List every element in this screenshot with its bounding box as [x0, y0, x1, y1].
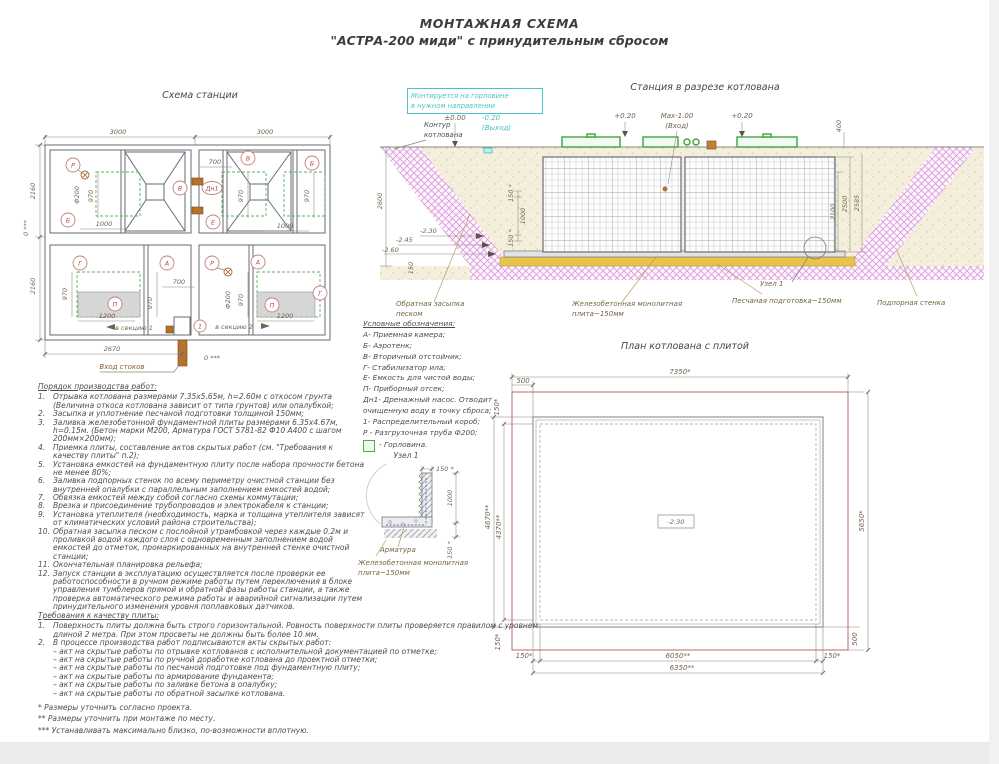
legend-item: Дн1- Дренажный насос. Отводит очищенную воду в точку сброса;: [363, 395, 493, 415]
dim-2500: 2500: [841, 195, 849, 213]
slab-detail: [382, 517, 432, 527]
work-step: 1. Отрывка котлована размерами 7.35х5.65м, h=2.60м с откосом грунта (Величина откоса котлована зависит от типа грунтов) или опалубкой;: [38, 392, 334, 410]
svg-text:Дн1: Дн1: [205, 185, 219, 193]
dim-zero-left: 0 ***: [22, 220, 30, 236]
act-line: – акт на скрытые работы по песчаной подготовке под фундаментную плиту;: [53, 663, 361, 673]
work-step: 8. Врезка и присоединение трубопроводов и электрокабеля к станции;: [38, 501, 329, 511]
svg-text:Г: Г: [318, 290, 322, 298]
level-out-label: (Выход): [482, 124, 512, 132]
xsection-title: Станция в разрезе котлована: [630, 82, 780, 93]
legend-item: А- Приемная камера;: [363, 329, 446, 339]
dim-150-left-top: 150*: [493, 398, 501, 416]
distribution-box: [174, 317, 190, 335]
dim-150-bottom-left: 150*: [515, 652, 533, 660]
pit-contour-label: Контур котлована: [424, 121, 463, 139]
work-step: 10. Обратная засыпка песком с послойной утрамбовкой через каждые 0.2м и проливкой водой каждого слоя с одновременным заполнением водой емкостей до отметок, промаркированных на внутренней стенке очистной станции;: [38, 526, 350, 561]
work-step: 5. Установка емкостей на фундаментную плиту после набора прочности бетона не менее 80%;: [38, 459, 365, 477]
dim-f200-2: Ф200: [224, 290, 232, 310]
dim-150s-bottom: 150 *: [507, 229, 515, 247]
dim-150-left-bottom: 150*: [494, 633, 502, 651]
dim-700-1: 700: [208, 158, 222, 166]
act-line: – акт на скрытые работы по ручной доработке котлована до проектной отметки;: [53, 654, 378, 664]
arrow-left-icon: [106, 324, 115, 330]
work-step: 9. Установка утеплителя (необходимость, марка и толщина утеплителя зависят от климатических условий района строительства);: [38, 509, 365, 528]
armatura-label: Арматура: [380, 546, 416, 554]
dim-3000-right: 3000: [256, 128, 274, 136]
callout-wall: Подпорная стенка: [877, 299, 946, 307]
dim-5650: 5650*: [858, 510, 866, 532]
svg-text:Е: Е: [211, 219, 215, 227]
quality-item: 1. Поверхность плиты должна быть строго горизонтальной. Ровность поверхности плиты проверяется правилом с уровнем длиной 2 метра. При этом просветы не должны быть более 10 мм.: [38, 621, 539, 639]
mounting-note-line2: в нужном направлении: [411, 102, 495, 111]
act-line: – акт на скрытые работы по заливке бетона в опалубку;: [53, 680, 278, 690]
distribution-box-section: [707, 141, 716, 149]
callout-sand: Песчаная подготовка~150мм: [732, 297, 842, 305]
callout-plate-2: плита~150мм: [572, 310, 624, 318]
dim-6350: 6350**: [669, 664, 695, 672]
retaining-wall-detail: [422, 473, 432, 523]
work-step: 12. Запуск станции в эксплуатацию осуществляется после проверки ее работоспособности в ручном режиме работы путем переключения в блоке управления тумблеров прямой и обратной фазы работы станции, а также проверка автоматического режима работы и аварийной сигнализации путем принудительного изменения уровня поплавковых датчиков.: [38, 568, 363, 612]
wall-key-teeth: [419, 473, 422, 522]
dim-zero-bottom: 0 ***: [204, 354, 220, 362]
legend-item-gorlovina: - Горловина.: [363, 440, 500, 452]
work-step: 11. Окончательная планировка рельефа;: [38, 560, 203, 570]
footnote: * Размеры уточнить согласно проекта.: [38, 703, 193, 712]
dim-500-right: 500: [851, 632, 859, 646]
level-p020-left: +0.20: [614, 112, 636, 120]
dim-400: 400: [835, 119, 843, 133]
drawing-title-line1: МОНТАЖНАЯ СХЕМА: [419, 16, 580, 31]
legend-title: Условные обозначения:: [363, 319, 456, 328]
footnote: *** Устанавливать максимально близко, по-возможности вплотную.: [38, 725, 309, 735]
level-zero: ±0.00: [444, 114, 466, 122]
dim-970-4: 970: [61, 287, 69, 301]
legend-item: П- Приборный отсек;: [363, 384, 445, 394]
legend-item: В- Вторичный отстойник;: [363, 351, 462, 361]
svg-text:В: В: [245, 155, 251, 163]
dim-970-1: 970: [87, 189, 95, 203]
slab-label-2: плита~150мм: [358, 569, 410, 577]
act-line: – акт на скрытые работы по армирование фундамента;: [53, 671, 274, 681]
dim-700-2: 700: [172, 278, 186, 286]
work-step: 2. Засыпка и уплотнение песчаной подготовки толщиной 150мм;: [38, 409, 304, 419]
dim-2100: 2100: [829, 203, 837, 221]
mark-260: -2.60: [382, 246, 399, 254]
arrow-right-icon: [261, 323, 270, 329]
dim-970-6: 970: [237, 293, 245, 307]
dim-2160-bottom: 2160: [29, 277, 37, 295]
dim-150-wall: 150 *: [436, 465, 454, 473]
work-order-block: [38, 383, 370, 612]
footnote: ** Размеры уточнить при монтаже по месту.: [38, 714, 216, 724]
svg-text:Б: Б: [309, 160, 315, 168]
dim-1000-detail: 1000: [446, 489, 454, 507]
quality-item: 2. В процессе производства работ подписываются акты скрытых работ:: [38, 638, 332, 648]
plan-title: План котлована с плитой: [621, 341, 749, 352]
sand-prep-layer: [500, 257, 855, 266]
detail-callout: Узел 1: [760, 280, 784, 288]
svg-text:Р: Р: [71, 162, 75, 170]
work-step: 4. Приемка плиты, составление актов скрытых работ (см. "Требования к качеству плиты" п.2);: [38, 442, 334, 461]
dim-500-top: 500: [516, 377, 530, 385]
svg-text:П: П: [112, 301, 118, 309]
act-line: – акт на скрытые работы по отрывке котлованов с исполнительной документацией по отметке;: [53, 646, 437, 656]
dim-970-5: 970: [146, 296, 154, 310]
dim-1000-2: 1000: [276, 222, 294, 230]
dim-970-3: 970: [303, 189, 311, 203]
dim-1200-1: 1200: [98, 312, 116, 320]
plan-depth-mark: -2.30: [667, 518, 685, 526]
dim-4670: 4670**: [484, 504, 492, 530]
footnotes-block: [38, 702, 438, 736]
level-max-value: Мах-1.00: [660, 112, 694, 120]
dim-f200-1: Ф200: [73, 185, 81, 205]
sand-prep-detail: [384, 529, 437, 538]
legend-item: Г- Стабилизатор ила;: [363, 362, 446, 372]
legend-item: Е- Емкость для чистой воды;: [363, 373, 476, 383]
dim-2160-top: 2160: [29, 182, 37, 200]
svg-text:А: А: [164, 260, 170, 268]
dim-150-bottom-right: 150*: [823, 652, 841, 660]
pit-cross-section-drawing: [372, 96, 990, 322]
dim-6050: 6050**: [665, 652, 691, 660]
dim-150s-top: 150 *: [507, 184, 515, 202]
legend-item: Б- Аэротенк;: [363, 340, 413, 350]
work-order-title: Порядок производства работ:: [38, 382, 157, 391]
quality-title: Требования к качеству плиты:: [38, 611, 160, 620]
tank-body-left: [543, 157, 681, 252]
legend: [363, 319, 500, 452]
page-edge-right: [989, 0, 999, 764]
dim-2670: 2670: [103, 345, 121, 353]
dim-970-2: 970: [237, 189, 245, 203]
dim-2585: 2585: [853, 194, 861, 212]
detail-node-drawing: [356, 448, 486, 583]
mounting-note-line1: Монтируется на горловине: [411, 92, 509, 100]
outlet-pipe-mark: [484, 148, 492, 153]
dim-1200-2: 1200: [276, 312, 294, 320]
svg-text:Г: Г: [78, 260, 82, 268]
svg-text:В: В: [177, 185, 183, 193]
legend-item: Р - Разгрузочная труба Ф200;: [363, 427, 478, 437]
level-out-value: -0.20: [482, 114, 501, 122]
callout-backfill-1: Обратная засыпка: [396, 300, 465, 308]
page-edge-bottom: [0, 742, 999, 764]
station-plan-drawing: [22, 96, 370, 392]
callout-plate-1: Железобетонная монолитная: [572, 300, 683, 308]
dim-150: 150: [407, 261, 415, 275]
dim-150-slab: 150 *: [446, 541, 454, 559]
act-line: – акт на скрытые работы по обратной засыпке котлована.: [53, 688, 286, 698]
dim-7350: 7350*: [669, 368, 691, 376]
work-step: 6. Заливка подпорных стенок по всему периметру очистной станции без внутренней опалубки с параллельным заполнением емкостей водой;: [38, 476, 335, 494]
mark-230: -2.30: [420, 227, 437, 235]
svg-text:П: П: [269, 302, 275, 310]
svg-text:1: 1: [198, 323, 202, 331]
level-p020-right: +0.20: [731, 112, 753, 120]
svg-text:Р: Р: [210, 260, 214, 268]
detail-title: Узел 1: [393, 451, 419, 460]
tank-body-right: [685, 157, 835, 252]
inlet-label: Вход стоков: [99, 363, 145, 371]
green-covers: [562, 134, 797, 147]
to-section2-label: в секцию 2: [215, 323, 253, 331]
slab-label-1: Железобетонная монолитная: [358, 559, 469, 567]
level-max-label: (Вход): [665, 122, 689, 130]
dim-1000-1: 1000: [95, 220, 113, 228]
mark-245: -2.45: [396, 236, 413, 244]
dim-3000-left: 3000: [109, 128, 127, 136]
schema-title: Схема станции: [162, 90, 238, 101]
svg-text:Б: Б: [65, 217, 71, 225]
dim-2600: 2600: [376, 192, 384, 210]
drawing-title-line2: "АСТРА-200 миди" с принудительным сбросом: [330, 33, 669, 48]
work-step: 7. Обвязка емкостей между собой согласно схемы коммутации;: [38, 493, 299, 503]
dim-1000-wall: 1000: [519, 207, 527, 225]
callout-backfill-2: песком: [396, 310, 423, 318]
svg-text:А: А: [255, 259, 261, 267]
dim-4370: 4370**: [495, 514, 503, 540]
work-step: 3. Заливка железобетонной фундаментной плиты размерами 6.35х4.67м, h=0.15м. (Бетон марки М200, Арматура ГОСТ 5781-82 Ф10 А400 с шагом 200мм×200мм);: [38, 417, 342, 444]
to-section1-label: в секцию 1: [115, 324, 153, 332]
legend-item: 1- Распределительный короб;: [363, 416, 481, 426]
quality-block: [38, 612, 558, 698]
